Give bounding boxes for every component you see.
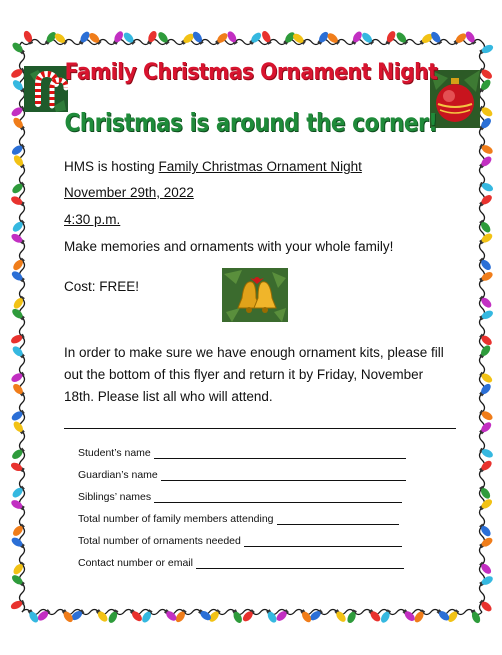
form-row-guardian xyxy=(78,469,406,481)
light-bulb xyxy=(87,31,102,46)
light-bulb xyxy=(10,195,26,208)
form-field-student[interactable] xyxy=(154,448,406,459)
intro-event: Family Christmas Ornament Night xyxy=(158,159,362,174)
form-row-contact xyxy=(78,557,404,569)
form-row-family-count xyxy=(78,513,399,525)
divider xyxy=(64,428,456,429)
form-label: Total number of family members attending xyxy=(78,513,274,525)
memories-line: Make memories and ornaments with your whole family! xyxy=(64,239,394,254)
form-row-student xyxy=(78,447,406,459)
form-row-siblings xyxy=(78,491,402,503)
form-field-guardian[interactable] xyxy=(161,470,406,481)
light-bulb xyxy=(384,30,397,46)
light-bulb xyxy=(360,31,375,46)
cost-line: Cost: FREE! xyxy=(64,279,140,294)
light-bulb xyxy=(479,180,495,193)
light-bulb xyxy=(156,30,170,45)
form-field-siblings[interactable] xyxy=(154,492,402,503)
light-bulb xyxy=(122,31,137,46)
form-label: Guardian’s name xyxy=(78,469,158,481)
form-label: Siblings’ names xyxy=(78,491,152,503)
instructions-line-3: 18th. Please list all who will attend. xyxy=(64,389,273,404)
form-row-ornament-count xyxy=(78,535,402,547)
light-bulb xyxy=(241,608,256,623)
intro-prefix: HMS is hosting xyxy=(64,159,159,174)
form-label: Contact number or email xyxy=(78,557,193,569)
light-bulb xyxy=(10,461,26,474)
instructions-line-1: In order to make sure we have enough ornament kits, please fill xyxy=(64,345,444,360)
light-bulb xyxy=(469,609,481,625)
light-bulb xyxy=(479,43,495,55)
form-field-family-count[interactable] xyxy=(277,514,399,525)
light-bulb xyxy=(231,609,244,625)
light-bulb xyxy=(479,446,495,459)
light-bulb xyxy=(479,309,495,322)
bells-icon xyxy=(222,268,288,322)
intro-line xyxy=(64,157,362,176)
event-time: 4:30 p.m. xyxy=(64,212,121,227)
light-bulb xyxy=(146,30,159,46)
page-title: Family Christmas Ornament Night xyxy=(64,60,438,85)
form-field-contact[interactable] xyxy=(196,558,404,569)
instructions-line-2: out the bottom of this flyer and return it by Friday, November xyxy=(64,367,424,382)
event-date: November 29th, 2022 xyxy=(64,185,194,200)
page-subtitle: Christmas is around the corner! xyxy=(64,108,438,137)
light-bulb xyxy=(395,31,410,46)
form-label: Total number of ornaments needed xyxy=(78,535,241,547)
light-bulb xyxy=(22,30,34,46)
form-label: Student’s name xyxy=(78,447,151,459)
form-field-ornament-count[interactable] xyxy=(244,536,402,547)
